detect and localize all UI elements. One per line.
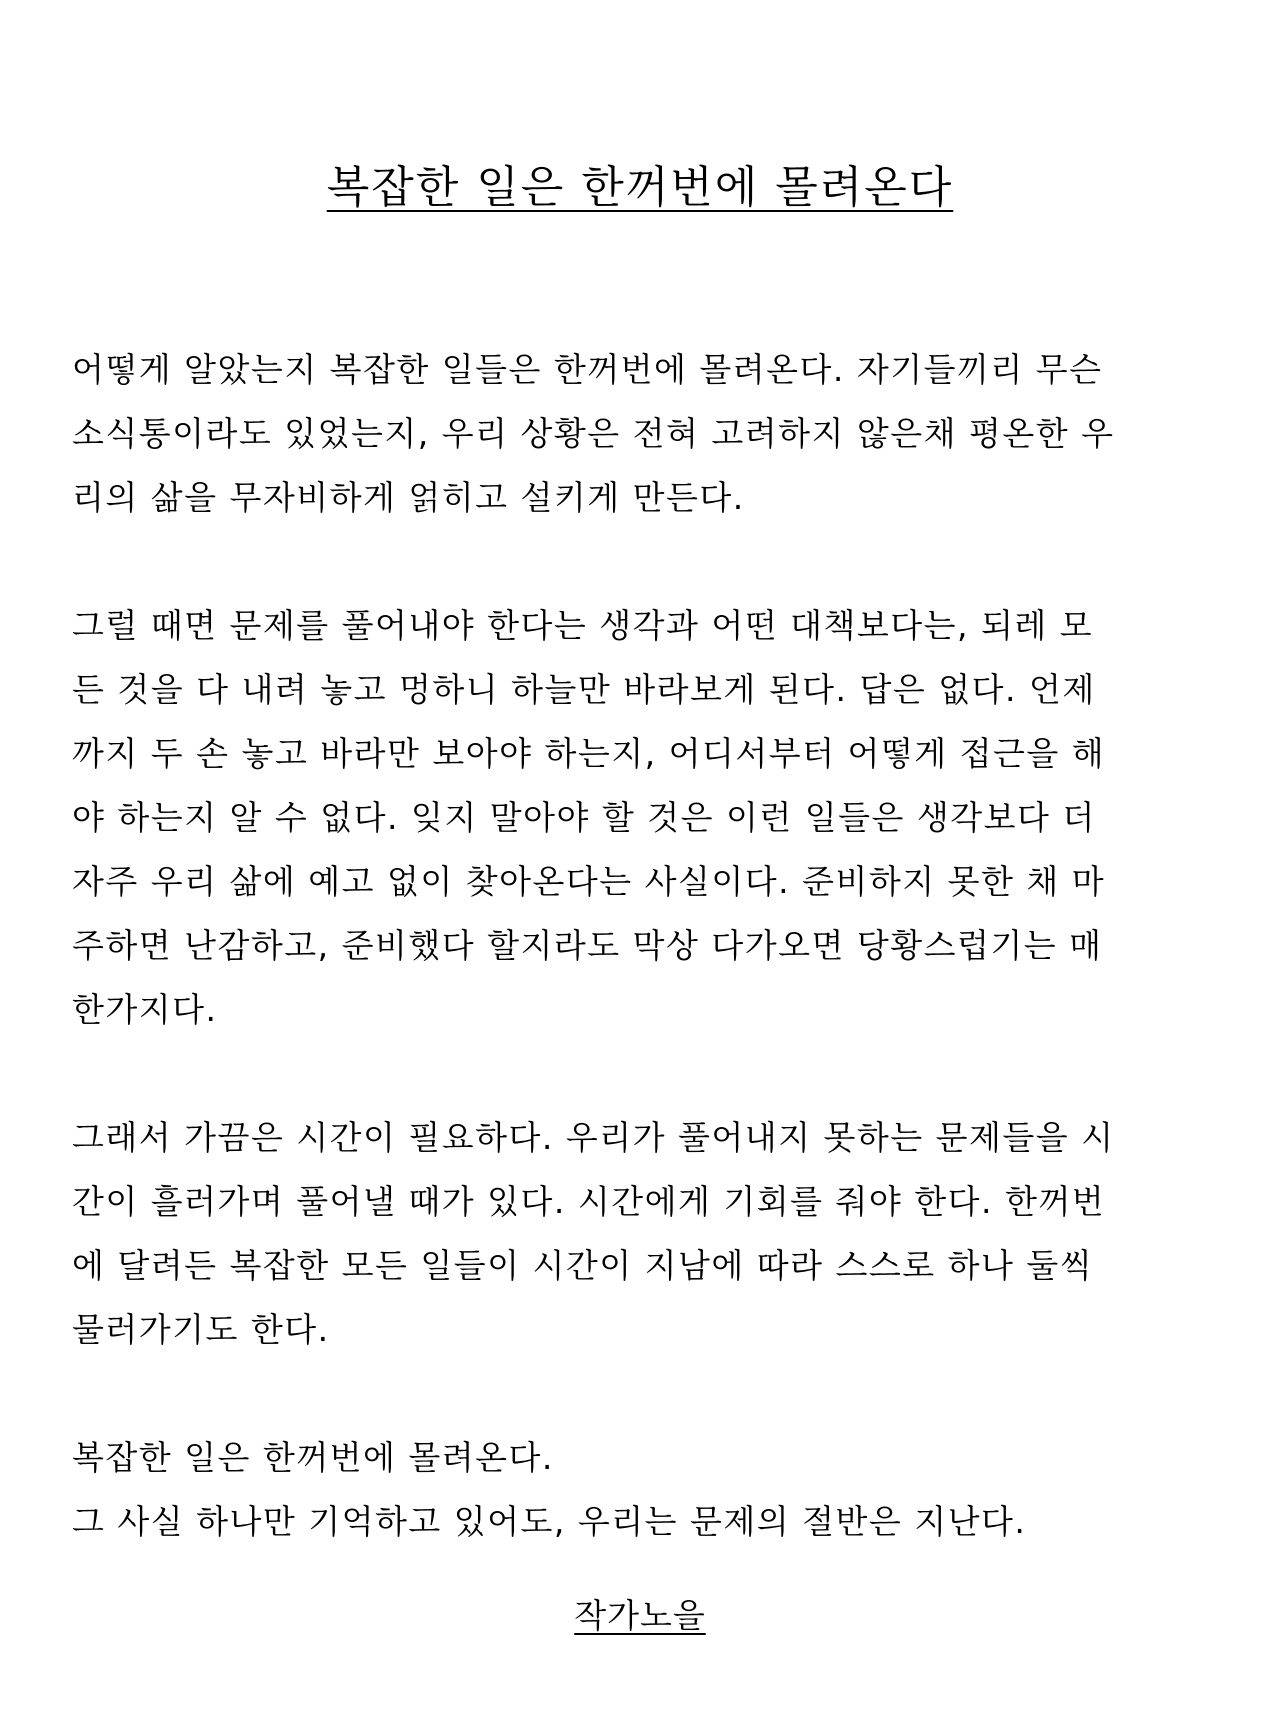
text-line: 자주 우리 삶에 예고 없이 찾아온다는 사실이다. 준비하지 못한 채 마 <box>72 862 1106 901</box>
text-line: 그 사실 하나만 기억하고 있어도, 우리는 문제의 절반은 지난다. <box>72 1502 1027 1541</box>
text-line: 든 것을 다 내려 놓고 멍하니 하늘만 바라보게 된다. 답은 없다. 언제 <box>72 670 1096 709</box>
text-line: 한가지다. <box>72 990 218 1029</box>
text-line: 물러가기도 한다. <box>72 1310 330 1349</box>
text-line: 간이 흘러가며 풀어낼 때가 있다. 시간에게 기회를 줘야 한다. 한꺼번 <box>72 1182 1106 1221</box>
paragraph-2 <box>72 594 1212 1042</box>
paragraph-3 <box>72 1106 1212 1362</box>
text-line: 복잡한 일은 한꺼번에 몰려온다. <box>72 1438 554 1477</box>
text-line: 주하면 난감하고, 준비했다 할지라도 막상 다가오면 당황스럽기는 매 <box>72 926 1103 965</box>
title-text: 복잡한 일은 한꺼번에 몰려온다 <box>326 162 954 213</box>
text-line: 그래서 가끔은 시간이 필요하다. 우리가 풀어내지 못하는 문제들을 시 <box>72 1118 1115 1157</box>
author-signature <box>0 1592 1280 1640</box>
essay-body <box>72 338 1212 1618</box>
author-name: 작가노을 <box>574 1596 706 1635</box>
text-line: 그럴 때면 문제를 풀어내야 한다는 생각과 어떤 대책보다는, 되레 모 <box>72 606 1094 645</box>
text-line: 소식통이라도 있었는지, 우리 상황은 전혀 고려하지 않은채 평온한 우 <box>72 414 1115 453</box>
paragraph-4 <box>72 1426 1212 1554</box>
text-line: 에 달려든 복잡한 모든 일들이 시간이 지남에 따라 스스로 하나 둘씩 <box>72 1246 1094 1285</box>
text-line: 리의 삶을 무자비하게 얽히고 설키게 만든다. <box>72 478 745 517</box>
text-line: 까지 두 손 놓고 바라만 보아야 하는지, 어디서부터 어떻게 접근을 해 <box>72 734 1106 773</box>
paragraph-1 <box>72 338 1212 530</box>
text-line: 어떻게 알았는지 복잡한 일들은 한꺼번에 몰려온다. 자기들끼리 무슨 <box>72 350 1103 389</box>
document-title <box>0 158 1280 218</box>
text-line: 야 하는지 알 수 없다. 잊지 말아야 할 것은 이런 일들은 생각보다 더 <box>72 798 1096 837</box>
